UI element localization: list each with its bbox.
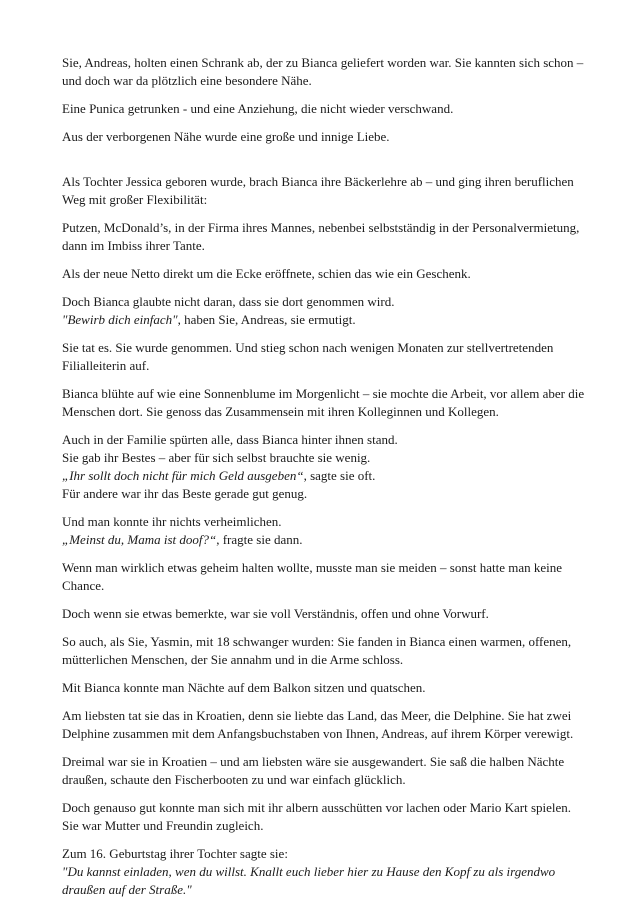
paragraph: Als Tochter Jessica geboren wurde, brach Bianca ihre Bäckerlehre ab – und ging ihren beruflichen Weg mit großer Flexibilität: <box>62 174 574 207</box>
paragraph: Dreimal war sie in Kroatien – und am liebsten wäre sie ausgewandert. Sie saß die halben Nächte draußen, schaute den Fischerbooten zu und war einfach glücklich. <box>62 754 565 787</box>
paragraph: Aus der verborgenen Nähe wurde eine große und innige Liebe. <box>62 129 390 144</box>
paragraph: Doch wenn sie etwas bemerkte, war sie voll Verständnis, offen und ohne Vorwurf. <box>62 606 489 621</box>
paragraph: Am liebsten tat sie das in Kroatien, denn sie liebte das Land, das Meer, die Delphine. Sie hat zwei Delphine zusammen mit dem Anfangsbuchstaben von Ihnen, Andreas, auf ihrem Körper verewigt. <box>62 708 574 741</box>
paragraph: Doch genauso gut konnte man sich mit ihr albern ausschütten vor lachen oder Mario Kart spielen. Sie war Mutter und Freundin zugleich. <box>62 800 572 833</box>
quote: "Du kannst einladen, wen du willst. Knallt euch lieber hier zu Hause den Kopf zu als irgendwo draußen auf der Straße." <box>62 864 556 897</box>
paragraph: Wenn man wirklich etwas geheim halten wollte, musste man sie meiden – sonst hatte man keine Chance. <box>62 560 563 593</box>
quote: "Bewirb dich einfach" <box>62 312 178 327</box>
paragraph: Eine Punica getrunken - und eine Anziehung, die nicht wieder verschwand. <box>62 101 454 116</box>
quote: „Meinst du, Mama ist doof?“ <box>62 532 217 547</box>
section-break <box>62 156 591 173</box>
paragraph: So auch, als Sie, Yasmin, mit 18 schwanger wurden: Sie fanden in Bianca einen warmen, offenen, mütterlichen Menschen, der Sie annahm und in die Arme schloss. <box>62 634 572 667</box>
paragraph: Auch in der Familie spürten alle, dass Bianca hinter ihnen stand. Sie gab ihr Bestes – aber für sich selbst brauchte sie wenig. „Ihr sollt doch nicht für mich Geld ausgeben“, sagte sie oft. Für andere war ihr das Beste gerade gut genug. <box>62 432 398 501</box>
paragraph: Putzen, McDonald’s, in der Firma ihres Mannes, nebenbei selbstständig in der Personalvermietung, dann im Imbiss ihrer Tante. <box>62 220 580 253</box>
paragraph: Doch Bianca glaubte nicht daran, dass sie dort genommen wird. "Bewirb dich einfach", haben Sie, Andreas, sie ermutigt. <box>62 294 395 327</box>
paragraph: Zum 16. Geburtstag ihrer Tochter sagte sie: "Du kannst einladen, wen du willst. Knallt euch lieber hier zu Hause den Kopf zu als irgendwo draußen auf der Straße." <box>62 846 556 897</box>
paragraph: Mit Bianca konnte man Nächte auf dem Balkon sitzen und quatschen. <box>62 680 426 695</box>
paragraph: Und man konnte ihr nichts verheimlichen. „Meinst du, Mama ist doof?“, fragte sie dann. <box>62 514 303 547</box>
quote: „Ihr sollt doch nicht für mich Geld ausgeben“ <box>62 468 304 483</box>
paragraph: Sie, Andreas, holten einen Schrank ab, der zu Bianca geliefert worden war. Sie kannten sich schon – und doch war da plötzlich eine besondere Nähe. <box>62 55 584 88</box>
paragraph: Sie tat es. Sie wurde genommen. Und stieg schon nach wenigen Monaten zur stellvertretenden Filialleiterin auf. <box>62 340 554 373</box>
paragraph: Bianca blühte auf wie eine Sonnenblume im Morgenlicht – sie mochte die Arbeit, vor allem aber die Menschen dort. Sie genoss das Zusammensein mit ihren Kolleginnen und Kollegen. <box>62 386 585 419</box>
paragraph: Als der neue Netto direkt um die Ecke eröffnete, schien das wie ein Geschenk. <box>62 266 471 281</box>
